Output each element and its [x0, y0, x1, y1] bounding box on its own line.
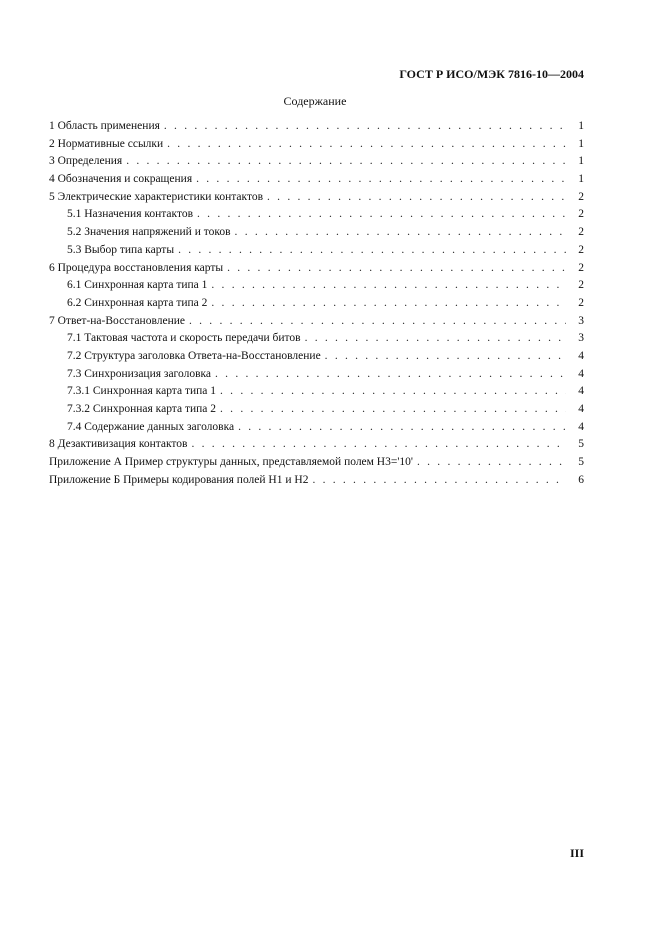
toc-entry-page: 6 [578, 473, 584, 486]
toc-entry-page: 2 [578, 208, 584, 221]
toc-entry-label: 7 Ответ-на-Восстановление [49, 314, 185, 327]
toc-entry [49, 244, 584, 262]
toc-entry-label: 5.2 Значения напряжений и токов [67, 226, 231, 239]
leader-dots [312, 474, 566, 486]
toc-entry-page: 4 [578, 349, 584, 362]
toc-entry-label: 6.2 Синхронная карта типа 2 [67, 296, 208, 309]
toc-entry [49, 279, 584, 297]
toc-entry-page: 2 [578, 279, 584, 292]
toc-entry [49, 315, 584, 333]
leader-dots [215, 368, 566, 380]
toc-entry-page: 3 [578, 314, 584, 327]
toc-entry [49, 138, 584, 156]
leader-dots [238, 421, 566, 433]
leader-dots [417, 456, 566, 468]
toc-entry [49, 385, 584, 403]
toc-entry-label: Приложение Б Примеры кодирования полей Н1 и Н2 [49, 473, 309, 486]
toc-entry-page: 2 [578, 261, 584, 274]
toc-entry-page: 5 [578, 438, 584, 451]
toc-entry [49, 120, 584, 138]
leader-dots [192, 438, 567, 450]
leader-dots [211, 297, 566, 309]
toc-entry [49, 191, 584, 209]
toc-entry-label: 1 Область применения [49, 120, 160, 132]
toc-entry [49, 368, 584, 386]
toc-entry-label: 7.1 Тактовая частота и скорость передачи битов [67, 332, 301, 345]
toc-entry-label: 5 Электрические характеристики контактов [49, 190, 264, 203]
leader-dots [235, 226, 566, 238]
leader-dots [305, 332, 566, 344]
toc-entry-label: Приложение А Пример структуры данных, представляемой полем Н3='10' [49, 456, 413, 469]
toc-entry-page: 1 [578, 137, 584, 150]
toc-entry [49, 262, 584, 280]
toc-entry-page: 2 [578, 190, 584, 203]
toc-entry-label: 7.4 Содержание данных заголовка [67, 420, 235, 433]
toc-entry-page: 4 [578, 403, 584, 415]
toc-entry-page: 1 [578, 155, 584, 168]
toc-entry-label: 7.3.2 Синхронная карта типа 2 [67, 403, 217, 415]
leader-dots [189, 315, 566, 327]
toc-entry-page: 2 [578, 296, 584, 309]
toc-entry-page: 2 [578, 243, 584, 256]
leader-dots [178, 244, 566, 256]
toc-entry-label: 4 Обозначения и сокращения [49, 173, 193, 186]
leader-dots [267, 191, 566, 203]
leader-dots [220, 385, 566, 397]
toc-entry [49, 421, 584, 439]
toc-entry [49, 438, 584, 456]
toc-entry-label: 7.2 Структура заголовка Ответа-на-Восстановление [67, 349, 321, 362]
toc-entry-page: 1 [578, 120, 584, 132]
page-number: III [569, 846, 584, 860]
table-of-contents [49, 120, 584, 491]
toc-entry-label: 6.1 Синхронная карта типа 1 [67, 279, 208, 292]
toc-entry-label: 7.3 Синхронизация заголовка [67, 367, 212, 380]
toc-entry [49, 474, 584, 492]
toc-entry [49, 155, 584, 173]
leader-dots [164, 120, 566, 132]
toc-entry [49, 403, 584, 421]
leader-dots [227, 262, 566, 274]
toc-entry-page: 2 [578, 226, 584, 239]
toc-title: Содержание [283, 94, 347, 108]
toc-entry [49, 208, 584, 226]
toc-entry [49, 297, 584, 315]
leader-dots [126, 155, 566, 167]
toc-entry [49, 226, 584, 244]
toc-entry-label: 8 Дезактивизация контактов [49, 438, 188, 451]
toc-entry-label: 6 Процедура восстановления карты [49, 261, 224, 274]
toc-entry [49, 456, 584, 474]
leader-dots [211, 279, 566, 291]
toc-entry-label: 5.3 Выбор типа карты [67, 243, 175, 256]
toc-entry-page: 3 [578, 332, 584, 345]
toc-entry-page: 4 [578, 367, 584, 380]
toc-entry-label: 2 Нормативные ссылки [49, 137, 164, 150]
leader-dots [325, 350, 566, 362]
toc-entry-page: 4 [578, 420, 584, 433]
document-header: ГОСТ Р ИСО/МЭК 7816-10—2004 [399, 67, 584, 81]
toc-entry [49, 350, 584, 368]
toc-entry-page: 1 [578, 173, 584, 186]
toc-entry [49, 332, 584, 350]
leader-dots [167, 138, 566, 150]
leader-dots [220, 403, 566, 415]
toc-entry-label: 3 Определения [49, 155, 123, 168]
toc-entry [49, 173, 584, 191]
leader-dots [196, 173, 566, 185]
toc-entry-label: 7.3.1 Синхронная карта типа 1 [67, 385, 217, 398]
toc-entry-page: 4 [578, 385, 584, 398]
leader-dots [197, 208, 566, 220]
toc-entry-page: 5 [578, 456, 584, 469]
toc-entry-label: 5.1 Назначения контактов [67, 208, 194, 221]
